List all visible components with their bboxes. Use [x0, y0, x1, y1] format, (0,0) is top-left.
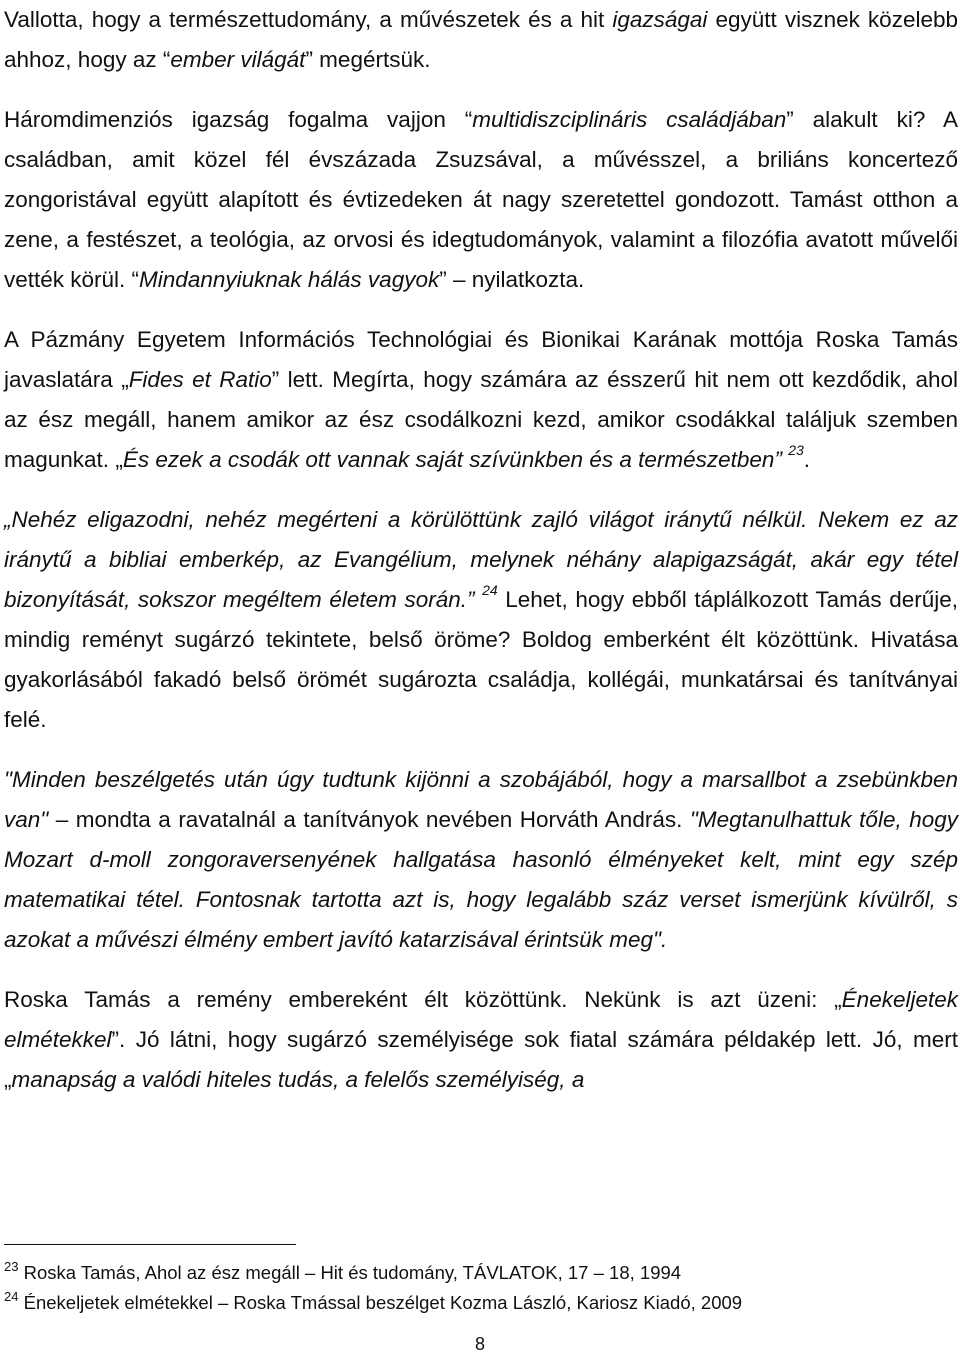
paragraph-2 [4, 100, 958, 300]
text-run: . [803, 447, 811, 472]
italic-run: igazságai [612, 7, 708, 32]
paragraph-4 [4, 500, 958, 740]
footnote-text: Énekeljetek elmétekkel – Roska Tmással beszélget Kozma László, Kariosz Kiadó, 2009 [18, 1292, 743, 1313]
text-run: ”. Jó látni, hogy sugárzó személyisége sok fiatal számára példakép lett. Jó, mert „ [4, 1027, 958, 1092]
italic-run: "Megtanulhattuk tőle, hogy Mozart d-moll zongoraversenyének hallgatása hasonló élményeket kelt, mint egy szép matematikai tétel. Fontosnak tartotta azt is, hogy legalább száz verset ismerjünk kívülről, s azokat a művészi élmény embert javító katarzisával érintsük meg". [4, 807, 958, 952]
footnote-number: 24 [4, 1289, 19, 1304]
italic-run: Énekeljetek elmétekkel [4, 987, 958, 1052]
paragraph-6 [4, 980, 958, 1100]
footnote-24 [4, 1289, 742, 1317]
italic-run: multidiszciplináris családjában [472, 107, 787, 132]
text-run: ” – nyilatkozta. [439, 267, 585, 292]
italic-run: ” [774, 447, 789, 472]
footnote-text: Roska Tamás, Ahol az ész megáll – Hit és tudomány, TÁVLATOK, 17 – 18, 1994 [18, 1262, 682, 1283]
paragraph-3 [4, 320, 958, 480]
text-run: együtt visznek közelebb ahhoz, hogy az “ [4, 7, 958, 72]
text-run: Lehet, hogy ebből táplálkozott Tamás derűje, mindig reményt sugárzó tekintete, belső öröme? Boldog emberként élt közöttünk. Hivatása gyakorlásából fakadó belső örömét sugározta családja, kollégái, munkatársai és tanítványai felé. [4, 587, 958, 732]
paragraph-5 [4, 760, 958, 960]
italic-run: "Minden beszélgetés után úgy tudtunk kijönni a szobájából, hogy a marsallbot a zsebünkben van" [4, 767, 958, 832]
text-run: ” lett. Megírta, hogy számára az ésszerű hit nem ott kezdődik, ahol az ész megáll, hanem amikor az ész csodálkozni kezd, amikor csodákkal találjuk szemben magunkat. „ [4, 367, 958, 472]
footnote-23 [4, 1259, 681, 1287]
italic-run: ember világát [170, 47, 306, 72]
text-run: Roska Tamás a remény embereként élt közöttünk. Nekünk is azt üzeni: „ [4, 987, 842, 1012]
text-run: ” alakult ki? A családban, amit közel fél évszázada Zsuzsával, a művésszel, a briliáns koncertező zongoristával együtt alapított és évtizedeken át nagy szeretettel gondozott. Tamást otthon a zene, a festészet, a teológia, az orvosi és idegtudományok, valamint a filozófia avatott művelői vették körül. “ [4, 107, 958, 292]
footnote-ref-23[interactable]: 23 [788, 442, 804, 458]
page-number: 8 [474, 1334, 485, 1354]
text-run: Háromdimenziós igazság fogalma vajjon “ [4, 107, 473, 132]
text-run: ” megértsük. [305, 47, 431, 72]
italic-run: „Nehéz eligazodni, nehéz megérteni a körülöttünk zajló világot iránytű nélkül. Nekem ez az iránytű a bibliai emberkép, az Evangélium, melynek néhány alapigazságát, akár egy tétel bizonyítását, sokszor megéltem életem során.” [4, 507, 958, 612]
footnote-number: 23 [4, 1259, 19, 1274]
text-run: A Pázmány Egyetem Információs Technológiai és Bionikai Karának mottója Roska Tamás javaslatára „ [4, 327, 958, 392]
paragraph-1 [4, 0, 958, 80]
document-body [4, 0, 958, 1100]
footnote-separator [4, 1244, 296, 1245]
italic-run: manapság a valódi hiteles tudás, a felelős személyiség, a [11, 1067, 585, 1092]
italic-run: Fides et Ratio [128, 367, 272, 392]
text-run: – mondta a ravatalnál a tanítványok nevében Horváth András. [48, 807, 690, 832]
italic-run: És ezek a csodák ott vannak saját szívünkben és a természetben [122, 447, 775, 472]
text-run: Vallotta, hogy a természettudomány, a művészetek és a hit [4, 7, 613, 32]
footnote-ref-24[interactable]: 24 [482, 582, 498, 598]
italic-run: Mindannyiuknak hálás vagyok [139, 267, 440, 292]
